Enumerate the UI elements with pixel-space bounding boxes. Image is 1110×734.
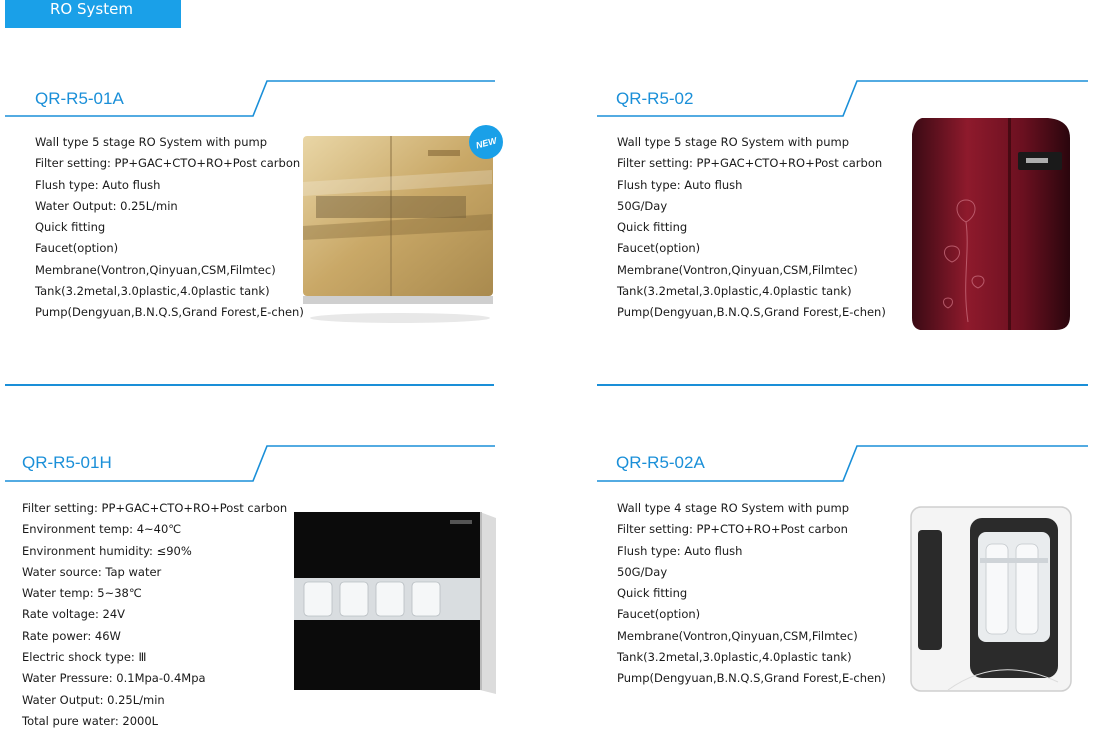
- spec-item: Water Output: 0.25L/min: [35, 198, 178, 213]
- spec-item: Membrane(Vontron,Qinyuan,CSM,Filmtec): [617, 628, 858, 643]
- new-badge: NEW: [474, 135, 498, 151]
- spec-item: Wall type 4 stage RO System with pump: [617, 501, 850, 515]
- spec-item: Faucet(option): [617, 607, 701, 622]
- section-tab[interactable]: [5, 0, 181, 28]
- spec-item: Environment humidity: ≤90%: [22, 543, 192, 558]
- spec-item: Membrane(Vontron,Qinyuan,CSM,Filmtec): [617, 262, 858, 277]
- product-image: [300, 122, 512, 328]
- spec-item: Faucet(option): [35, 241, 119, 256]
- product-spec-list: [617, 498, 886, 690]
- spec-item: Tank(3.2metal,3.0plastic,4.0plastic tank): [35, 284, 270, 299]
- product-model-title: QR-R5-02A: [616, 453, 705, 472]
- spec-item: Water Output: 0.25L/min: [22, 692, 165, 707]
- spec-item: Filter setting: PP+CTO+RO+Post carbon: [617, 522, 848, 537]
- spec-item: 50G/Day: [617, 198, 668, 213]
- spec-item: Quick fitting: [617, 220, 688, 235]
- section-divider: [597, 384, 1088, 386]
- spec-item: Electric shock type: Ⅲ: [22, 650, 147, 665]
- spec-item: Environment temp: 4~40℃: [22, 522, 182, 537]
- spec-item: Flush type: Auto flush: [35, 177, 161, 192]
- spec-item: Water Pressure: 0.1Mpa-0.4Mpa: [22, 671, 206, 686]
- product-spec-list: [22, 498, 287, 732]
- spec-item: Wall type 5 stage RO System with pump: [35, 135, 268, 149]
- product-image: [908, 504, 1074, 696]
- spec-item: Water temp: 5~38℃: [22, 586, 142, 601]
- spec-item: Membrane(Vontron,Qinyuan,CSM,Filmtec): [35, 262, 276, 277]
- spec-item: Quick fitting: [35, 220, 106, 235]
- spec-item: Tank(3.2metal,3.0plastic,4.0plastic tank): [617, 284, 852, 299]
- product-image: [908, 112, 1073, 336]
- section-divider: [5, 384, 494, 386]
- spec-item: 50G/Day: [617, 564, 668, 579]
- spec-item: Quick fitting: [617, 586, 688, 601]
- product-model-title: QR-R5-01A: [35, 89, 124, 108]
- spec-item: Rate voltage: 24V: [22, 607, 126, 622]
- product-image: [292, 510, 500, 694]
- spec-item: Wall type 5 stage RO System with pump: [617, 135, 850, 149]
- spec-item: Filter setting: PP+GAC+CTO+RO+Post carbon: [22, 501, 288, 515]
- spec-item: Water source: Tap water: [22, 564, 162, 579]
- spec-item: Flush type: Auto flush: [617, 543, 743, 558]
- section-tab-label: RO System: [50, 0, 133, 18]
- product-spec-list: [617, 132, 886, 324]
- spec-item: Filter setting: PP+GAC+CTO+RO+Post carbon: [35, 156, 301, 171]
- spec-item: Faucet(option): [617, 241, 701, 256]
- spec-item: Filter setting: PP+GAC+CTO+RO+Post carbon: [617, 156, 883, 171]
- product-spec-list: [35, 132, 304, 324]
- spec-item: Pump(Dengyuan,B.N.Q.S,Grand Forest,E-chen): [617, 305, 886, 320]
- spec-item: Rate power: 46W: [22, 628, 121, 643]
- spec-item: Pump(Dengyuan,B.N.Q.S,Grand Forest,E-chen): [617, 671, 886, 686]
- spec-item: Pump(Dengyuan,B.N.Q.S,Grand Forest,E-chen): [35, 305, 304, 320]
- product-model-title: QR-R5-02: [616, 89, 694, 108]
- spec-item: Total pure water: 2000L: [22, 713, 159, 728]
- product-model-title: QR-R5-01H: [22, 453, 112, 472]
- spec-item: Flush type: Auto flush: [617, 177, 743, 192]
- spec-item: Tank(3.2metal,3.0plastic,4.0plastic tank): [617, 650, 852, 665]
